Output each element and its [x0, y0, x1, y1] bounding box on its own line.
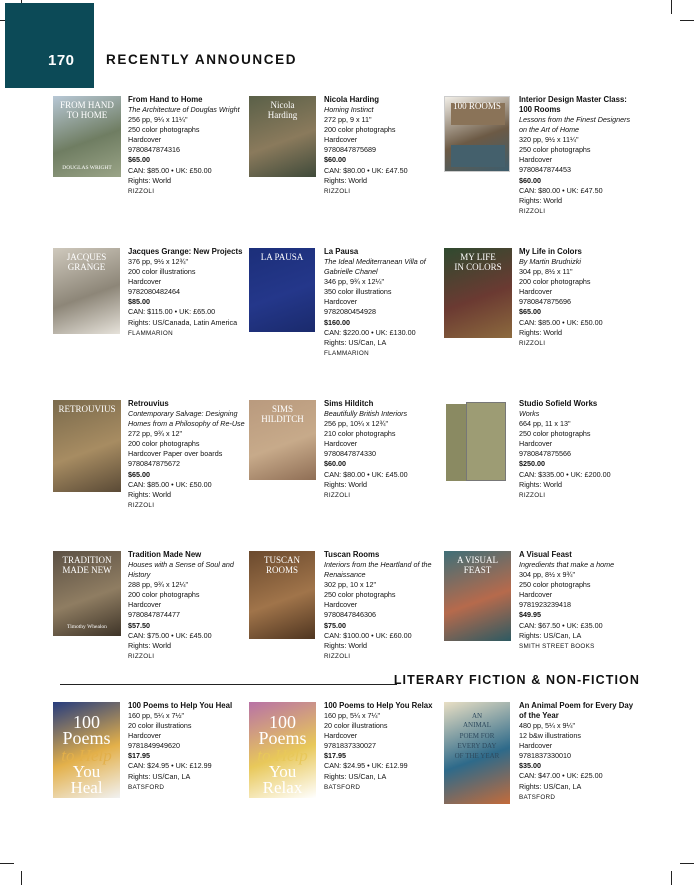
book-cover-image: [249, 248, 315, 332]
cover-text: FROM HAND: [60, 100, 114, 110]
book-cover-image: [249, 702, 316, 798]
book-format: 160 pp, 5¼ x 7¼": [324, 711, 381, 720]
book-price: $250.00: [519, 459, 545, 469]
book-illustrations: 12 b&w illustrations: [519, 731, 581, 741]
cover-text: to Help: [61, 746, 112, 765]
crop-mark: [680, 20, 694, 21]
book-entry: [53, 96, 248, 226]
book-illustrations: 250 color photographs: [128, 125, 200, 135]
book-rights: Rights: World: [324, 175, 368, 185]
book-binding: Hardcover: [324, 439, 358, 449]
book-entry: [249, 702, 444, 832]
cover-text: A VISUAL FEAST: [456, 555, 499, 575]
book-intl-price: CAN: $100.00 • UK: £60.00: [324, 630, 412, 640]
book-rights: Rights: World: [519, 479, 563, 489]
cover-text: Heal: [70, 778, 103, 797]
book-isbn: 9782080454928: [324, 307, 376, 317]
book-details: [128, 95, 248, 197]
book-rights: Rights: US/Can, LA: [128, 771, 191, 781]
book-subtitle: The Ideal Mediterranean Villa of Gabrielle Chanel: [324, 257, 426, 277]
book-price: $160.00: [324, 317, 350, 327]
page-number: 170: [48, 52, 75, 69]
book-title: 100 Poems to Help You Heal: [128, 701, 233, 710]
book-intl-price: CAN: $47.00 • UK: £25.00: [519, 771, 603, 781]
crop-mark: [680, 863, 694, 864]
book-intl-price: CAN: $85.00 • UK: £50.00: [519, 317, 603, 327]
book-publisher: BATSFORD: [519, 793, 556, 801]
book-details: [519, 95, 639, 217]
cover-text: Nicola: [270, 100, 295, 110]
book-rights: Rights: US/Can, LA: [519, 781, 582, 791]
cover-text: JACQUES: [66, 252, 107, 262]
book-rights: Rights: World: [519, 195, 563, 205]
book-format: 256 pp, 10¼ x 12¾": [324, 419, 389, 429]
book-entry: [249, 96, 444, 226]
crop-mark: [671, 871, 672, 885]
book-cover-image: [444, 96, 510, 172]
book-title: From Hand to Home: [128, 95, 203, 104]
book-publisher: RIZZOLI: [128, 187, 155, 195]
book-cover-image: [444, 551, 511, 641]
book-binding: Hardcover: [128, 731, 162, 741]
book-format: 272 pp, 9¾ x 12": [128, 429, 183, 439]
book-cover-image: [249, 96, 316, 177]
book-details: [519, 399, 639, 501]
book-binding: Hardcover: [519, 439, 553, 449]
book-details: [324, 550, 444, 662]
book-isbn: 9781837330027: [324, 741, 376, 751]
book-illustrations: 200 color illustrations: [128, 267, 196, 277]
book-rights: Rights: World: [324, 479, 368, 489]
book-format: 320 pp, 9½ x 11¼": [519, 135, 579, 145]
book-price: $65.00: [519, 307, 541, 317]
book-entry: [53, 400, 248, 530]
cover-text: TO HOME: [66, 110, 108, 120]
book-rights: Rights: US/Can, LA: [519, 630, 582, 640]
book-details: [128, 399, 248, 511]
book-entry: [444, 96, 639, 226]
book-isbn: 9780847875689: [324, 145, 376, 155]
book-intl-price: CAN: $220.00 • UK: £130.00: [324, 327, 416, 337]
book-publisher: BATSFORD: [128, 783, 165, 791]
book-price: $17.95: [128, 751, 150, 761]
book-isbn: 9782080482464: [128, 287, 180, 297]
book-isbn: 9780847874330: [324, 449, 376, 459]
book-intl-price: CAN: $115.00 • UK: £65.00: [128, 307, 216, 317]
cover-text: 100: [269, 712, 296, 732]
book-title: A Visual Feast: [519, 550, 572, 559]
book-cover-image: [53, 96, 121, 177]
book-entry: [249, 248, 444, 378]
page-number-tab: [5, 3, 94, 88]
book-format: 304 pp, 8½ x 11": [519, 267, 573, 277]
book-entry: [53, 248, 248, 378]
book-illustrations: 200 color photographs: [519, 277, 591, 287]
book-binding: Hardcover: [519, 155, 553, 165]
book-binding: Hardcover: [324, 731, 358, 741]
book-subtitle: Works: [519, 409, 540, 418]
book-isbn: 9780847875672: [128, 459, 180, 469]
book-intl-price: CAN: $80.00 • UK: £47.50: [519, 185, 603, 195]
book-cover-image: [53, 702, 120, 798]
book-price: $57.50: [128, 620, 150, 630]
book-title: Jacques Grange: New Projects: [128, 247, 243, 256]
book-intl-price: CAN: $67.50 • UK: £35.00: [519, 620, 603, 630]
book-publisher: RIZZOLI: [324, 187, 351, 195]
book-entry: [249, 400, 444, 530]
book-entry: [444, 702, 639, 832]
book-binding: Hardcover: [128, 277, 162, 287]
book-publisher: RIZZOLI: [324, 652, 351, 660]
book-subtitle: By Martin Brudnizki: [519, 257, 581, 266]
section-title: LITERARY FICTION & NON-FICTION: [393, 673, 640, 687]
book-entry: [444, 400, 639, 530]
cover-text: Poems: [258, 728, 307, 748]
book-subtitle: Homing Instinct: [324, 105, 374, 114]
book-subtitle: Beautifully British Interiors: [324, 409, 408, 418]
cover-text: 100 ROOMS: [453, 101, 501, 111]
book-rights: Rights: US/Can, LA: [324, 771, 387, 781]
book-illustrations: 210 color photographs: [324, 429, 396, 439]
cover-text: HILDITCH: [261, 414, 304, 424]
book-details: [128, 550, 248, 662]
book-illustrations: 250 color photographs: [519, 580, 591, 590]
cover-text: 100: [73, 712, 100, 732]
cover-text: POEM FOR: [459, 732, 495, 740]
book-cover-image: [53, 248, 120, 334]
book-subtitle: The Architecture of Douglas Wright: [128, 105, 240, 114]
book-price: $75.00: [324, 620, 346, 630]
book-cover-image: [249, 551, 315, 639]
book-entry: [444, 248, 639, 378]
cover-text: OF THE YEAR: [454, 752, 500, 760]
book-cover-image: [53, 551, 121, 636]
book-illustrations: 250 color photographs: [519, 429, 591, 439]
cover-text: You: [72, 762, 101, 781]
book-illustrations: 250 color photographs: [519, 145, 591, 155]
cover-text: DOUGLAS WRIGHT: [62, 165, 112, 171]
book-price: $17.95: [324, 751, 346, 761]
cover-text: RETROUVIUS: [58, 404, 116, 414]
book-rights: Rights: World: [128, 489, 172, 499]
book-format: 288 pp, 9¾ x 12¼": [128, 580, 189, 590]
book-intl-price: CAN: $85.00 • UK: £50.00: [128, 479, 212, 489]
book-isbn: 9780847874316: [128, 145, 180, 155]
book-format: 302 pp, 10 x 12": [324, 580, 377, 590]
book-price: $35.00: [519, 761, 541, 771]
book-price: $60.00: [324, 459, 346, 469]
cover-text: AN: [471, 712, 483, 720]
book-title: Sims Hilditch: [324, 399, 374, 408]
book-rights: Rights: World: [128, 640, 172, 650]
book-illustrations: 350 color illustrations: [324, 287, 392, 297]
book-entry: [53, 702, 248, 832]
book-publisher: RIZZOLI: [324, 491, 351, 499]
cover-text: EVERY DAY: [457, 742, 497, 750]
book-subtitle: Interiors from the Heartland of the Renaissance: [324, 560, 432, 580]
book-cover-image: [53, 400, 121, 492]
book-cover-image: [444, 702, 510, 804]
book-format: 346 pp, 9¾ x 12¼": [324, 277, 385, 287]
book-binding: Hardcover: [519, 741, 553, 751]
book-details: [324, 701, 444, 793]
book-rights: Rights: World: [519, 327, 563, 337]
book-binding: Hardcover: [324, 135, 358, 145]
cover-text: TUSCAN: [263, 555, 300, 565]
book-entry: [249, 551, 444, 681]
book-isbn: 9781837330010: [519, 751, 571, 761]
book-intl-price: CAN: $80.00 • UK: £47.50: [324, 165, 408, 175]
cover-text: IN COLORS: [454, 262, 502, 272]
book-intl-price: CAN: $24.95 • UK: £12.99: [324, 761, 408, 771]
book-illustrations: 20 color illustrations: [128, 721, 192, 731]
book-details: [128, 247, 248, 339]
book-intl-price: CAN: $335.00 • UK: £200.00: [519, 469, 611, 479]
book-binding: Hardcover Paper over boards: [128, 449, 223, 459]
book-isbn: 9780847846306: [324, 610, 376, 620]
book-illustrations: 200 color photographs: [128, 590, 200, 600]
book-details: [324, 399, 444, 501]
book-binding: Hardcover: [519, 590, 553, 600]
cover-text: Harding: [267, 110, 298, 120]
crop-mark: [671, 0, 672, 14]
book-format: 304 pp, 8½ x 9¾": [519, 570, 576, 580]
book-format: 480 pp, 5¼ x 9¼": [519, 721, 576, 730]
book-cover-image: [444, 400, 510, 485]
book-title: 100 Poems to Help You Relax: [324, 701, 433, 710]
cover-text: TRADITION MADE NEW: [62, 555, 112, 575]
book-illustrations: 250 color photographs: [324, 590, 396, 600]
book-title: An Animal Poem for Every Day of the Year: [519, 701, 634, 720]
book-subtitle: Ingredients that make a home: [519, 560, 615, 569]
book-isbn: 9780847875696: [519, 297, 571, 307]
book-rights: Rights: World: [324, 640, 368, 650]
book-subtitle: Houses with a Sense of Soul and History: [128, 560, 234, 580]
book-publisher: RIZZOLI: [519, 339, 546, 347]
book-binding: Hardcover: [519, 287, 553, 297]
book-rights: Rights: US/Can, LA: [324, 337, 387, 347]
book-format: 272 pp, 9 x 11": [324, 115, 372, 125]
book-binding: Hardcover: [324, 297, 358, 307]
book-format: 376 pp, 9½ x 12¾": [128, 257, 189, 266]
book-publisher: RIZZOLI: [519, 491, 546, 499]
book-format: 256 pp, 9¼ x 11¼": [128, 115, 188, 125]
book-price: $60.00: [324, 155, 346, 165]
book-binding: Hardcover: [324, 600, 358, 610]
book-details: [324, 247, 444, 359]
book-intl-price: CAN: $24.95 • UK: £12.99: [128, 761, 212, 771]
book-details: [324, 95, 444, 197]
book-title: Interior Design Master Class: 100 Rooms: [519, 95, 627, 114]
book-entry: [444, 551, 639, 681]
cover-text: Timothy Whealon: [67, 624, 107, 630]
book-publisher: FLAMMARION: [128, 329, 173, 337]
book-subtitle: Lessons from the Finest Designers on the Art of Home: [519, 115, 631, 135]
book-publisher: RIZZOLI: [128, 501, 155, 509]
book-subtitle: Contemporary Salvage: Designing Homes from a Philosophy of Re-Use: [128, 409, 245, 429]
book-publisher: BATSFORD: [324, 783, 361, 791]
book-details: [128, 701, 248, 793]
cover-text: ROOMS: [265, 565, 298, 575]
book-isbn: 9781849949620: [128, 741, 180, 751]
book-price: $65.00: [128, 469, 150, 479]
book-details: [519, 701, 639, 803]
book-illustrations: 200 color photographs: [128, 439, 200, 449]
book-publisher: RIZZOLI: [519, 207, 546, 215]
book-price: $65.00: [128, 155, 150, 165]
book-isbn: 9780847874453: [519, 165, 571, 175]
section-rule: [60, 684, 397, 685]
book-binding: Hardcover: [128, 135, 162, 145]
cover-text: GRANGE: [67, 262, 106, 272]
crop-mark: [21, 871, 22, 885]
book-title: Studio Sofield Works: [519, 399, 598, 408]
book-isbn: 9780847875566: [519, 449, 571, 459]
book-title: Tradition Made New: [128, 550, 202, 559]
page-title: RECENTLY ANNOUNCED: [106, 52, 298, 67]
cover-text: Poems: [62, 728, 111, 748]
cover-text: SIMS: [271, 404, 293, 414]
book-details: [519, 550, 639, 652]
book-illustrations: 200 color photographs: [324, 125, 396, 135]
book-rights: Rights: World: [128, 175, 172, 185]
book-title: Nicola Harding: [324, 95, 380, 104]
book-intl-price: CAN: $80.00 • UK: £45.00: [324, 469, 408, 479]
book-rights: Rights: US/Canada, Latin America: [128, 317, 238, 327]
book-title: My Life in Colors: [519, 247, 582, 256]
book-price: $85.00: [128, 297, 150, 307]
cover-text: ANIMAL: [463, 721, 491, 729]
book-publisher: FLAMMARION: [324, 349, 369, 357]
book-publisher: RIZZOLI: [128, 652, 155, 660]
book-isbn: 9781923239418: [519, 600, 571, 610]
book-price: $49.95: [519, 610, 541, 620]
book-illustrations: 20 color illustrations: [324, 721, 388, 731]
book-cover-image: [444, 248, 512, 338]
book-entry: [53, 551, 248, 681]
cover-text: MY LIFE: [460, 252, 496, 262]
cover-text: You: [268, 762, 297, 781]
book-publisher: SMITH STREET BOOKS: [519, 642, 595, 650]
cover-text: Relax: [262, 778, 303, 797]
book-details: [519, 247, 639, 349]
book-format: 160 pp, 5¼ x 7½": [128, 711, 185, 720]
book-isbn: 9780847874477: [128, 610, 180, 620]
cover-text: to Help: [257, 746, 308, 765]
book-intl-price: CAN: $85.00 • UK: £50.00: [128, 165, 212, 175]
book-binding: Hardcover: [128, 600, 162, 610]
book-title: La Pausa: [324, 247, 359, 256]
book-intl-price: CAN: $75.00 • UK: £45.00: [128, 630, 212, 640]
book-title: Retrouvius: [128, 399, 169, 408]
cover-text: LA PAUSA: [260, 252, 304, 262]
book-format: 664 pp, 11 x 13": [519, 419, 571, 429]
crop-mark: [0, 863, 14, 864]
book-title: Tuscan Rooms: [324, 550, 380, 559]
book-cover-image: [249, 400, 316, 480]
book-price: $60.00: [519, 175, 541, 185]
